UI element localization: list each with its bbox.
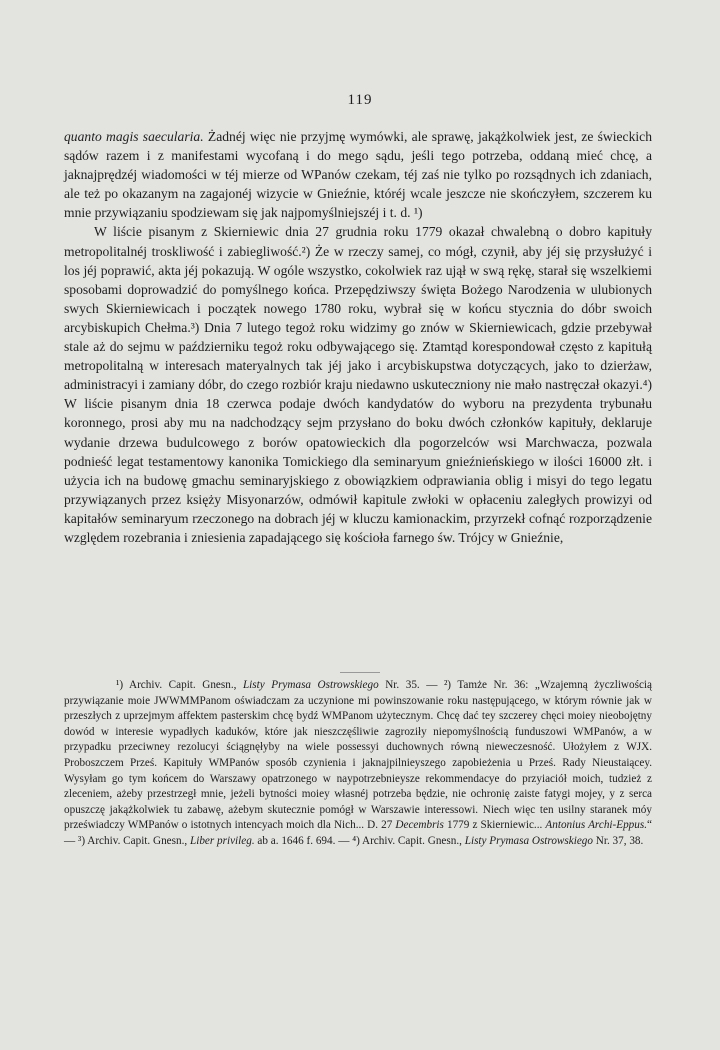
footnote-ref-3: “ — ³) Archiv. Capit. Gnesn., (64, 819, 652, 847)
footnote-liber: Liber privileg. (189, 834, 255, 847)
footnote-divider (340, 672, 380, 673)
paragraph-1 (64, 127, 652, 222)
footnote-quote: Nr. 35. — ²) Tamże Nr. 36: „Wzajemną życzliwością przywiązanie moie JWWMMPanom oświadczam za uczynione mi powinszowanie roku następującego, w którym równie jak w przeszłych z uprzejmym affektem pasterskim chcę bydź WMPanom użytecznym. Chcę dać tey szczerey chęci moiey nieobojętny dowód w interesie wypadłych kaduków, które jak nieszczęśliwie zagroziły niepomyślnością funduszowi WMPanów, a w przypadku przeciwney rezolucyi ściągnęłyby na wiele possessyi duchownych równą nieweczesność. Ułożyłem z WJX. Proboszczem Prześ. Kapituły WMPanów sposób czynienia i jaknajpilnieyszego zapobieżenia u Prześ. Rady Nieustaiącey. Wysyłam go tym końcem do Warszawy opatrzonego w naypotrzebnieysze rekommendacye do przyiaciół moich, tudzież z zleceniem, ażeby przestrzegł mnie, jeżeli bytności moiey własnéj potrzeba będzie, nie ochronię zaiste fatygi mojey, y z serca opuszczę jakążkolwiek tu zabawę, ażebym skutecznie pomógł w Warszawie interessowi. Niech więc ten usilny staranek móy przeświadczy WMPanów o istotnych intencyach moich dla Nich... D. 27 (64, 679, 652, 832)
page-number: 119 (347, 92, 373, 108)
footnote-date: 1779 z Skierniewic... (443, 819, 546, 832)
footnote-ref-4: ab a. 1646 f. 694. — ⁴) Archiv. Capit. Gnesn., (254, 834, 465, 847)
latin-quote: quanto magis saecularia. (64, 129, 204, 144)
footnote-title: Listy Prymasa Ostrowskiego (242, 679, 379, 691)
footnote-month: Decembris (395, 819, 444, 832)
paragraph-1-text: Żadnéj więc nie przyjmę wymówki, ale sprawę, jakążkolwiek jest, ze świeckich sądów razem i z manifestami wycofaną i do mego sądu, jeśli tego potrzeba, oddaną mieć chcę, a jaknajprędzéj wiadomości w téj mierze od WPanów czekam, téj zaś nie tylko po rozsądnych ich zdaniach, ale też po okazanym na zagajonéj wizycie w Gnieźnie, któréj wcale jeszcze nie skończyłem, szczerem ku mnie przywiązaniu spodziewam się jak najpomyślniejszéj i t. d. ¹) (64, 129, 652, 221)
main-text (64, 127, 652, 547)
footnote-marker: ¹) (116, 679, 129, 691)
footnotes (64, 678, 652, 850)
footnote-signature: Antonius Archi-Eppus. (545, 819, 648, 832)
footnote-block (64, 678, 652, 850)
footnote-source: Archiv. Capit. Gnesn., (129, 679, 243, 691)
paragraph-2: W liście pisanym z Skierniewic dnia 27 grudnia roku 1779 okazał chwalebną o dobro kapituły metropolitalnéj troskliwość i zabiegliwość.²) Że w rzeczy samej, co mógł, czynił, aby jéj się przysłużyć i los jéj poprawić, akta jéj pokazują. W ogóle wszystko, cokolwiek raz ujął w swą rękę, starał się wszelkiemi sposobami doprowadzić do pomyślnego końca. Przepędziwszy święta Bożego Narodzenia w ulubionych swych Skierniewicach i początek nowego 1780 roku, wybrał się w końcu stycznia do dóbr swoich arcybiskupich Chełma.³) Dnia 7 lutego tegoż roku widzimy go znów w Skierniewicach, gdzie przebywał stale aż do sejmu w październiku tegoż roku odbywającego się. Ztamtąd korespondował często z kapitułą metropolitalną w interesach materyalnych tak jéj jako i arcybiskupstwa dotyczących, jako to dzierżaw, administracyi i zamiany dóbr, do czego rozbiór kraju niedawno uskuteczniony nie mało nastręczał okazyi.⁴) W liście pisanym dnia 18 czerwca podaje dwóch kandydatów do wyboru na prezydenta trybunału koronnego, prosi aby mu na nadchodzący sejm przysłano do boku dwóch członków kapituły, deklaruje wydanie drzewa budulcowego z borów opatowieckich dla pogorzelców wsi Marchwacza, pozwala podnieść legat testamentowy kanonika Tomickiego dla seminaryum gnieźnieńskiego w ilości 16000 złt. i użycia ich na budowę gmachu seminaryjskiego z obowiązkiem odprawiania oblig i misyi do tego legatu przywiązanych przez księży Misyonarzów, odmówił kapitule zwłoki w opłaceniu zaległych prowizyi od kapitałów seminaryum rzeczonego na dobrach jéj w kluczu kamionackim, przyrzekł cofnąć rozporządzenie względem rozebrania i zniesienia zapadającego się kościoła farnego św. Trójcy w Gnieźnie, (64, 224, 652, 545)
footnote-title-2: Listy Prymasa Ostrowskiego (464, 834, 593, 847)
footnote-end: Nr. 37, 38. (592, 834, 644, 847)
